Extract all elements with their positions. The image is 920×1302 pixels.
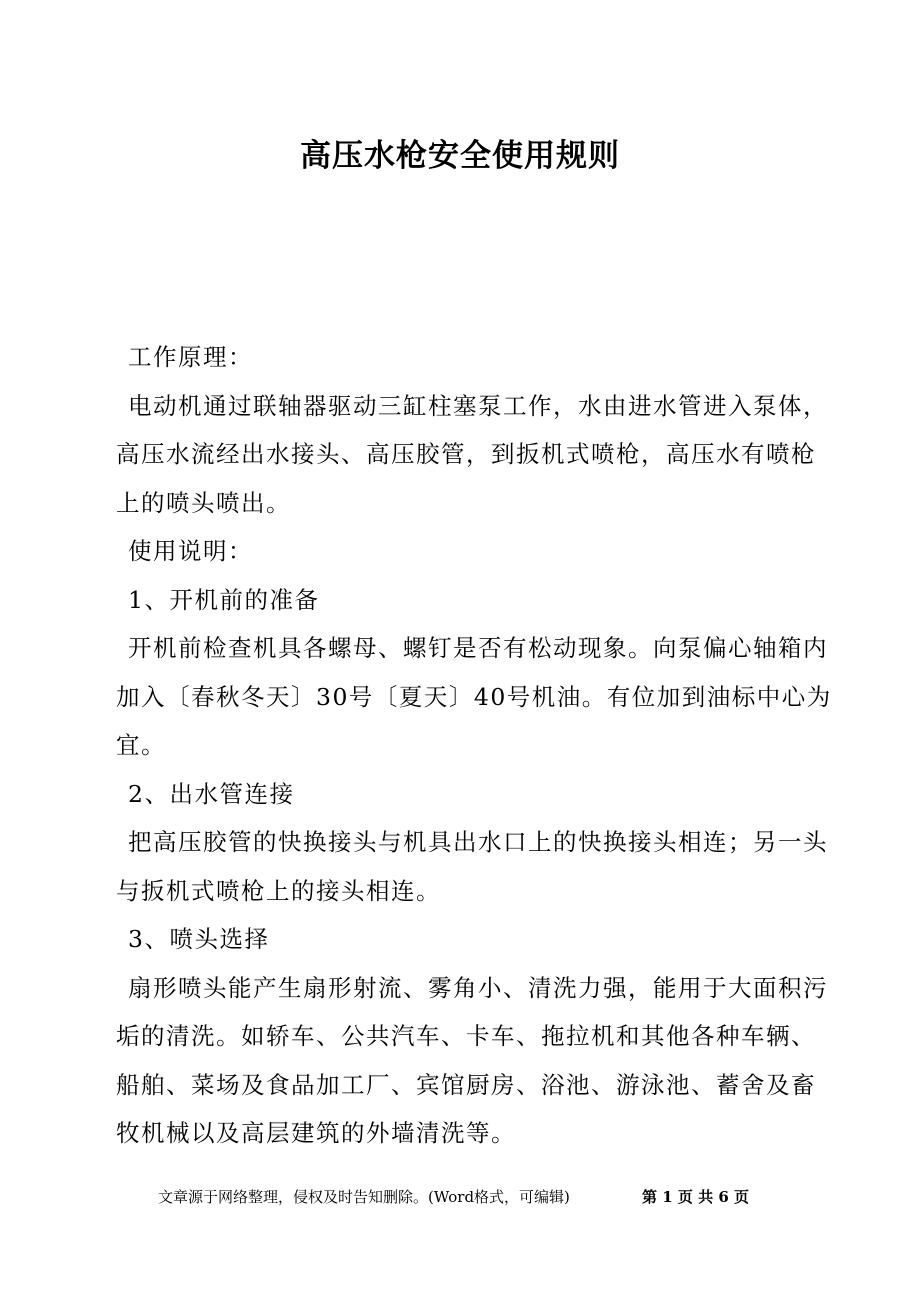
- document-body: [116, 333, 836, 1158]
- paragraph-step-3-text: 扇形喷头能产生扇形射流、雾角小、清洗力强，能用于大面积污垢的清洗。如轿车、公共汽车、卡车、拖拉机和其他各种车辆、船舶、菜场及食品加工厂、宾馆厨房、浴池、游泳池、蓄舍及畜牧机械以及高层建筑的外墙清洗等。: [116, 973, 828, 1147]
- page-number: 第 1 页 共 6 页: [642, 1188, 749, 1206]
- paragraph-step-2-heading: 2、出水管连接: [128, 779, 295, 808]
- paragraph-heading-usage: 使用说明：: [128, 537, 253, 565]
- document-title: 高压水枪安全使用规则: [300, 138, 620, 174]
- paragraph-step-1-text: 开机前检查机具各螺母、螺钉是否有松动现象。向泵偏心轴箱内加入〔春秋冬天〕30号〔夏天〕40号机油。有位加到油标中心为宜。: [116, 634, 832, 759]
- paragraph-step-2-text: 把高压胶管的快换接头与机具出水口上的快换接头相连；另一头与扳机式喷枪上的接头相连。: [116, 828, 828, 905]
- paragraph-step-1-heading: 1、开机前的准备: [128, 585, 320, 614]
- footer-note: 文章源于网络整理，侵权及时告知删除。(Word格式，可编辑): [158, 1188, 570, 1206]
- paragraph-heading-principle: 工作原理：: [128, 343, 253, 371]
- paragraph-step-3-heading: 3、喷头选择: [128, 925, 270, 953]
- paragraph-principle-text: 电动机通过联轴器驱动三缸柱塞泵工作，水由进水管进入泵体，高压水流经出水接头、高压胶管，到扳机式喷枪，高压水有喷枪上的喷头喷出。: [116, 391, 828, 517]
